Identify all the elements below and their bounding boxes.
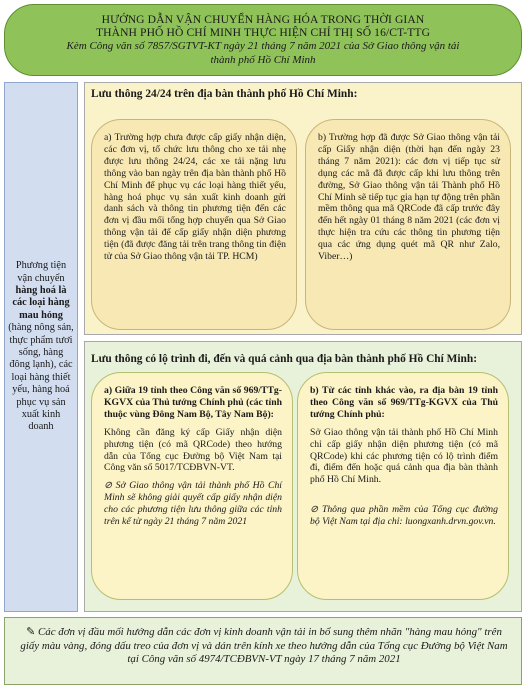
left-line1: Phương tiện vận chuyển (15, 260, 67, 284)
left-category-text (5, 260, 77, 434)
section2-card-a-heading: a) Giữa 19 tỉnh theo Công văn số 969/TTg-KGVX của Thủ tướng Chính phủ (các tỉnh thuộc vùng Đông Nam Bộ, Tây Nam Bộ): (104, 385, 282, 420)
header-title-line2: THÀNH PHỐ HỒ CHÍ MINH THỰC HIỆN CHỈ THỊ SỐ 16/CT-TTG (95, 26, 431, 39)
section-route-circulation (84, 341, 522, 612)
section-24h-circulation (84, 82, 522, 335)
section2-card-b-body: Sở Giao thông vận tải thành phố Hồ Chí Minh chỉ cấp giấy nhận diện phương tiện (có mã QRCode) khi các phương tiện có lộ trình điểm đi, điểm đến hoặc quá cảnh qua địa bàn thành phố Hồ Chí Minh. (310, 426, 498, 486)
header-title-line1: HƯỚNG DẪN VẬN CHUYỂN HÀNG HÓA TRONG THỜI GIAN (101, 13, 425, 26)
section2-card-a-body: Không cần đăng ký cấp Giấy nhận diện phương tiện (có mã QRCode) theo hướng dẫn của Tổng cục Đường bộ Việt Nam tại Công văn số 5017/TCĐBVN-VT. (104, 426, 282, 474)
footer-note (4, 617, 522, 685)
section1-card-a-text: a) Trường hợp chưa được cấp giấy nhận diện, các đơn vị, tổ chức lưu thông cho xe tải nhẹ được lưu thông 24/24, các xe tải nặng lưu thông vào ban ngày trên địa bàn thành phố Hồ Chí Minh để phục vụ các loại hàng thiết yếu, hàng hoá phục vụ sản xuất kinh doanh gửi danh sách và thông tin phương tiện đến các đơn vị đầu mối tổng hợp chuyển qua Sở Giao thông vận tải để cấp giấy nhận diện phương tiện (đã được đăng tải trên trang thông tin điện tử của Sở Giao thông vận tải TP. HCM) (104, 132, 286, 263)
section2-card-b-heading: b) Từ các tỉnh khác vào, ra địa bàn 19 tỉnh theo Công văn số 969/TTg-KGVX của Thủ tướng Chính phủ: (310, 385, 498, 420)
section2-card-a-note: ⊘ Sở Giao thông vận tải thành phố Hồ Chí Minh sẽ không giải quyết cấp giấy nhận diện cho các phương tiện lưu thông giữa các tỉnh trên kể từ ngày 21 tháng 7 năm 2021 (104, 480, 282, 528)
pen-icon: ✎ (26, 626, 36, 638)
left-category-panel (4, 82, 78, 612)
section2-title: Lưu thông có lộ trình đi, đến và quá cảnh qua địa bàn thành phố Hồ Chí Minh: (91, 353, 478, 365)
header-subtitle-line2: thành phố Hồ Chí Minh (210, 54, 316, 66)
document-header (4, 4, 522, 76)
section1-title: Lưu thông 24/24 trên địa bàn thành phố Hồ Chí Minh: (91, 88, 358, 100)
left-line3: (hàng nông sản, thực phẩm tươi sống, hàng đông lạnh), các loại hàng thiết yếu, hàng hoá phục vụ sản xuất kinh doanh (8, 322, 74, 433)
footer-text: Các đơn vị đầu mối hướng dẫn các đơn vị kinh doanh vận tải in bổ sung thêm nhãn "hàng mau hỏng" trên giấy màu vàng, đóng dấu treo của đơn vị và dán trên kính xe theo hướng dẫn của Tổng cục Đường bộ Việt Nam tại Công văn số 4974/TCĐBVN-VT ngày 17 tháng 7 năm 2021 (20, 626, 508, 666)
section1-card-a (91, 119, 297, 330)
section2-card-b-note: ⊘ Thông qua phần mềm của Tổng cục đường bộ Việt Nam tại địa chỉ: luongxanh.drvn.gov.vn. (310, 504, 498, 528)
section1-card-b (305, 119, 511, 330)
header-subtitle-line1: Kèm Công văn số 7857/SGTVT-KT ngày 21 tháng 7 năm 2021 của Sở Giao thông vận tải (66, 40, 460, 52)
section2-card-b (297, 372, 509, 600)
section1-card-b-text: b) Trường hợp đã được Sở Giao thông vận tải cấp Giấy nhận diện (thời hạn đến ngày 23 tháng 7 năm 2021): các đơn vị tiếp tục sử dụng các mã đã được cấp khi lưu thông trên đường, Sở Giao thông vận tải Thành phố Hồ Chí Minh sẽ tiếp tục gia hạn tự động trên phần mềm thông qua mã QRCode đã cấp trước đây đến hết ngày 01 tháng 8 năm 2021 (các đơn vị thực hiện tra cứu các thông tin phương tiện qua các ứng dụng quét mã QR như Zalo, Viber…) (318, 132, 500, 263)
left-line2-bold: hàng hoá là các loại hàng mau hỏng (12, 284, 70, 321)
section2-card-a (91, 372, 293, 600)
